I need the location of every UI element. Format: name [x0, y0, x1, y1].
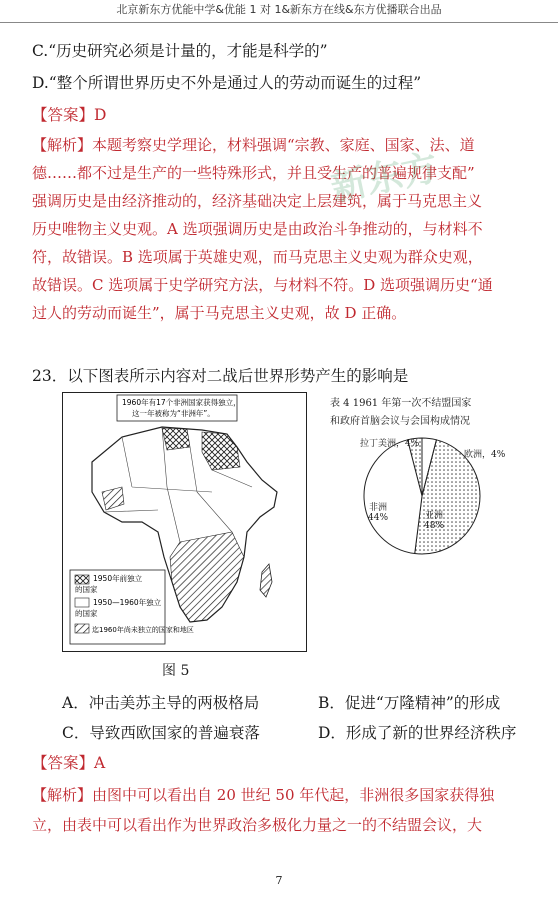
option-d-prev: D.“整个所谓世界历史不外是通过人的劳动而诞生的过程” — [32, 74, 422, 92]
pie-label-africa: 非洲 44% — [368, 503, 389, 523]
answer-tag: 【答案】 — [32, 754, 95, 772]
option-c-prev: C.“历史研究必须是计量的，才能是科学的” — [32, 42, 328, 60]
pie-label-europe: 欧洲，4% — [464, 450, 506, 460]
analysis-line: 强调历史是由经济推动的，经济基础决定上层建筑，属于马克思主义 — [32, 192, 483, 210]
legend-pre1950-a: 1950年前独立 — [93, 574, 143, 583]
africa-map-figure — [62, 392, 307, 652]
pie-label-asia: 亚洲 48% — [424, 511, 445, 531]
analysis-tag: 【解析】 — [32, 786, 93, 804]
analysis-line: 立，由表中可以看出作为世界政治多极化力量之一的不结盟会议，大 — [32, 816, 483, 834]
option-c: C．导致西欧国家的普遍衰落 — [62, 724, 260, 742]
option-b: B．促进“万隆精神”的形成 — [318, 694, 501, 712]
legend-1950-1960-b: 的国家 — [75, 609, 98, 618]
answer-value: A — [94, 754, 106, 772]
analysis-line — [32, 784, 494, 806]
figure-caption: 图 5 — [162, 663, 190, 679]
table-4-figure — [318, 392, 538, 562]
analysis-line: 故错误。C 选项属于史学研究方法，与材料不符。D 选项强调历史“通 — [32, 276, 493, 294]
analysis-text: 由图中可以看出自 20 世纪 50 年代起，非洲很多国家获得独 — [92, 786, 495, 804]
analysis-line: 历史唯物主义史观。A 选项强调历史是由政治斗争推动的，与材料不 — [32, 220, 483, 238]
watermark-logo: 新东方 — [327, 147, 442, 210]
page-number: 7 — [275, 874, 283, 887]
table-title-line2: 和政府首脑会议与会国构成情况 — [330, 416, 470, 427]
answer-tag: 【答案】 — [32, 106, 95, 124]
analysis-text: 本题考察史学理论，材料强调“宗教、家庭、国家、法、道 — [92, 136, 475, 154]
legend-not-independent: 迄1960年尚未独立的国家和地区 — [92, 626, 194, 634]
map-note-line1: 1960年有17个非洲国家获得独立， — [122, 398, 241, 407]
analysis-line: 德……都不过是生产的一些特殊形式，并且受生产的普遍规律支配” — [32, 164, 475, 182]
answer-q23 — [32, 752, 105, 774]
analysis-line: 过人的劳动而诞生”，属于马克思主义史观，故 D 正确。 — [32, 304, 407, 322]
page-header: 北京新东方优能中学&优能 1 对 1&新东方在线&东方优播联合出品 — [0, 0, 558, 23]
legend-swatch-not-independent — [75, 624, 89, 633]
option-a: A．冲击美苏主导的两极格局 — [62, 694, 260, 712]
option-d: D．形成了新的世界经济秩序 — [318, 724, 517, 742]
answer-prev — [32, 104, 106, 126]
africa-map — [62, 392, 307, 652]
legend-swatch-1950-1960 — [75, 598, 89, 607]
analysis-tag: 【解析】 — [32, 136, 93, 154]
legend-swatch-pre1950 — [75, 575, 89, 584]
answer-value: D — [94, 106, 107, 124]
table-title-line1: 表 4 1961 年第一次不结盟国家 — [330, 398, 472, 409]
legend-pre1950-b: 的国家 — [75, 585, 98, 594]
analysis-line: 符，故错误。B 选项属于英雄史观，而马克思主义史观为群众史观， — [32, 248, 483, 266]
question-23-stem: 23．以下图表所示内容对二战后世界形势产生的影响是 — [32, 367, 409, 385]
pie-label-latin-america: 拉丁美洲，4% — [360, 439, 420, 449]
map-note-line2: 这一年被称为“非洲年”。 — [132, 409, 215, 418]
legend-1950-1960-a: 1950—1960年独立 — [93, 598, 162, 607]
